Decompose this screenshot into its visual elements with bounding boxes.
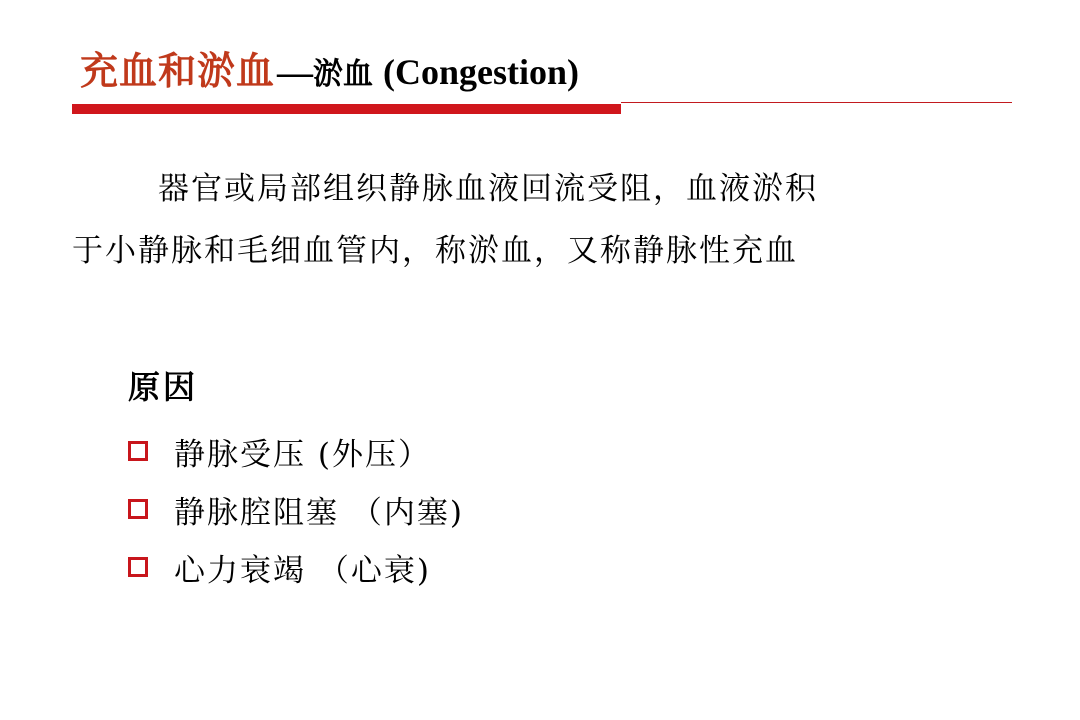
checkbox-icon xyxy=(128,441,148,461)
title-underline-thick xyxy=(72,104,621,114)
checkbox-icon xyxy=(128,499,148,519)
list-item xyxy=(128,480,464,538)
section-heading: 原因 xyxy=(128,368,199,406)
paragraph-line-2: 于小静脉和毛细血管内，称淤血，又称静脉性充血 xyxy=(72,233,798,269)
cause-text: 心力衰竭 （心衰) xyxy=(174,552,431,589)
definition-paragraph xyxy=(72,158,1012,282)
cause-text: 静脉受压 (外压） xyxy=(174,436,431,473)
title-underline-thin xyxy=(621,102,1012,103)
title-sub: 淤血 xyxy=(313,57,374,92)
title-english: (Congestion) xyxy=(383,52,580,92)
title-main: 充血和淤血 xyxy=(80,48,276,93)
slide-title xyxy=(80,40,579,96)
paragraph-line-1: 器官或局部组织静脉血液回流受阻，血液淤积 xyxy=(158,171,818,207)
cause-text: 静脉腔阻塞 （内塞) xyxy=(174,494,464,531)
causes-list xyxy=(128,422,464,596)
list-item xyxy=(128,422,464,480)
list-item xyxy=(128,538,464,596)
checkbox-icon xyxy=(128,557,148,577)
title-dash: — xyxy=(277,52,314,92)
